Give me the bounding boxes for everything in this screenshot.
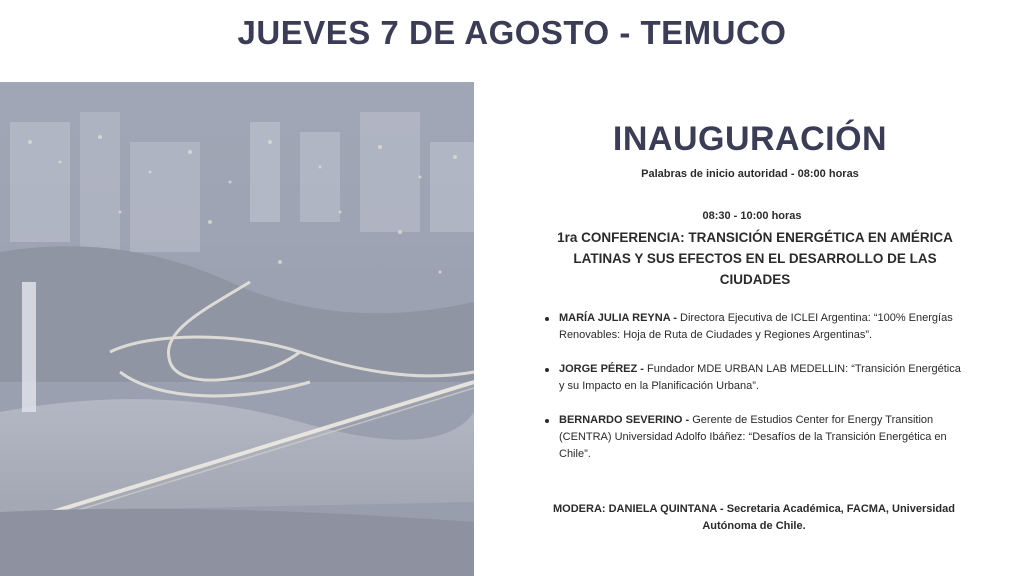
speaker-item bbox=[540, 310, 964, 344]
speaker-name: BERNARDO SEVERINO - bbox=[559, 414, 690, 426]
inauguration-subtitle: Palabras de inicio autoridad - 08:00 horas bbox=[641, 168, 859, 180]
inauguration-title: INAUGURACIÓN bbox=[612, 120, 888, 158]
bullet-icon bbox=[545, 368, 549, 372]
speaker-detail: Gerente de Estudios Center for Energy Transition (CENTRA) Universidad Adolfo Ibáñez: “Desafíos de la Transición Energética en Chile”. bbox=[559, 414, 947, 460]
speaker-list bbox=[540, 310, 964, 480]
speaker-detail: Fundador MDE URBAN LAB MEDELLIN: “Transición Energética y su Impacto en la Planificación Urbana”. bbox=[559, 363, 961, 392]
speaker-name: MARÍA JULIA REYNA - bbox=[559, 312, 677, 324]
page-title: JUEVES 7 DE AGOSTO - TEMUCO bbox=[237, 14, 787, 51]
speaker-item bbox=[540, 361, 964, 395]
conference-time: 08:30 - 10:00 horas bbox=[702, 210, 802, 222]
speaker-detail: Directora Ejecutiva de ICLEI Argentina: “100% Energías Renovables: Hoja de Ruta de Ciudades y Regiones Argentinas”. bbox=[559, 312, 953, 341]
bullet-icon bbox=[545, 317, 549, 321]
city-night-photo bbox=[0, 82, 474, 576]
bullet-icon bbox=[545, 419, 549, 423]
photo-overlay bbox=[0, 82, 474, 576]
speaker-item bbox=[540, 412, 964, 463]
speaker-name: JORGE PÉREZ - bbox=[559, 363, 644, 375]
conference-title: 1ra CONFERENCIA: TRANSICIÓN ENERGÉTICA EN AMÉRICA LATINAS Y SUS EFECTOS EN EL DESARROLLO DE LAS CIUDADES bbox=[557, 230, 953, 287]
moderator-info: MODERA: DANIELA QUINTANA - Secretaria Académica, FACMA, Universidad Autónoma de Chile. bbox=[553, 503, 955, 532]
